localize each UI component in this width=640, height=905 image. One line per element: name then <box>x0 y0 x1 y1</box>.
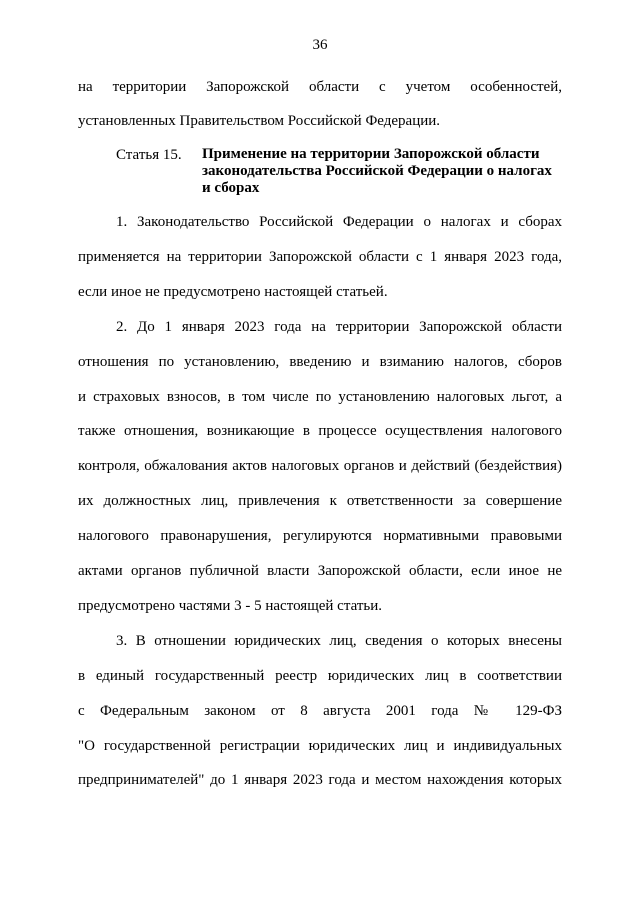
paragraph-3-line-5: предпринимателей" до 1 января 2023 года и местом нахождения которых <box>78 772 562 788</box>
article-title-line-2: законодательства Российской Федерации о налогах <box>202 163 552 179</box>
article-label: Статья 15. <box>116 147 182 163</box>
paragraph-2-line-5: контроля, обжалования актов налоговых органов и действий (бездействия) <box>78 458 562 474</box>
intro-line-2: установленных Правительством Российской Федерации. <box>78 113 441 129</box>
paragraph-2-line-2: отношения по установлению, введению и взиманию налогов, сборов <box>78 354 562 370</box>
article-title-line-1: Применение на территории Запорожской области <box>202 146 540 162</box>
paragraph-1-line-1: 1. Законодательство Российской Федерации о налогах и сборах <box>116 214 562 230</box>
paragraph-2-line-6: их должностных лиц, привлечения к ответственности за совершение <box>78 493 562 509</box>
article-title <box>202 146 564 197</box>
paragraph-2-line-7: налогового правонарушения, регулируются нормативными правовыми <box>78 528 562 544</box>
article-title-line-3: и сборах <box>202 180 260 196</box>
paragraph-2-line-3: и страховых взносов, в том числе по установлению налоговых льгот, а <box>78 389 562 405</box>
paragraph-2-line-8: актами органов публичной власти Запорожской области, если иное не <box>78 563 562 579</box>
paragraph-3-line-1: 3. В отношении юридических лиц, сведения о которых внесены <box>116 633 562 649</box>
page-number: 36 <box>312 37 328 53</box>
paragraph-3-line-3: с Федеральным законом от 8 августа 2001 года № 129-ФЗ <box>78 703 562 719</box>
paragraph-2-line-9: предусмотрено частями 3 - 5 настоящей статьи. <box>78 598 383 614</box>
paragraph-1-line-3: если иное не предусмотрено настоящей статьей. <box>78 284 388 300</box>
paragraph-1-line-2: применяется на территории Запорожской области с 1 января 2023 года, <box>78 249 562 265</box>
paragraph-2-line-1: 2. До 1 января 2023 года на территории Запорожской области <box>116 319 562 335</box>
paragraph-2-line-4: также отношения, возникающие в процессе осуществления налогового <box>78 423 562 439</box>
paragraph-3-line-2: в единый государственный реестр юридических лиц в соответствии <box>78 668 562 684</box>
paragraph-3-line-4: "О государственной регистрации юридических лиц и индивидуальных <box>78 738 562 754</box>
intro-line-1: на территории Запорожской области с учетом особенностей, <box>78 79 562 95</box>
